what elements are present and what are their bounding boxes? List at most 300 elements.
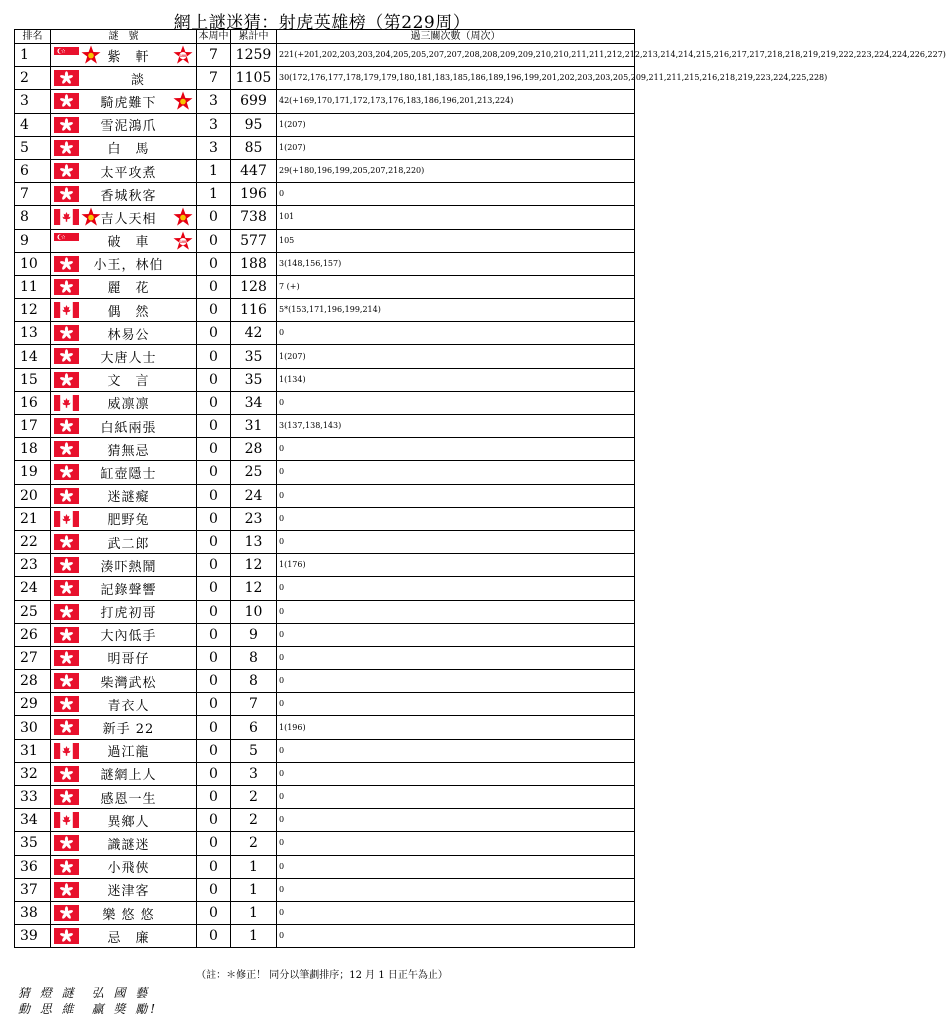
name-cell — [51, 461, 197, 484]
svg-text:100: 100 — [179, 239, 187, 244]
total-cell: 35 — [231, 368, 277, 391]
ca-flag-icon — [54, 395, 79, 411]
history-cell: 0 — [277, 646, 635, 669]
solver-name: 樂 悠 悠 — [102, 907, 155, 923]
history-cell: 0 — [277, 878, 635, 901]
header-history: 過三關次數（周次） — [277, 30, 635, 44]
solver-name: 威凛凛 — [107, 397, 150, 413]
name-cell — [51, 809, 197, 832]
name-cell — [51, 229, 197, 252]
week-cell: 0 — [197, 925, 231, 948]
rank-cell: 11 — [15, 275, 51, 298]
solver-name: 忌 廉 — [107, 930, 150, 946]
rank-cell: 18 — [15, 438, 51, 461]
solver-name: 謎網上人 — [100, 768, 157, 784]
name-cell — [51, 693, 197, 716]
slogan — [18, 985, 158, 1017]
rank-cell: 25 — [15, 600, 51, 623]
hk-flag-icon — [54, 534, 79, 550]
history-cell: 0 — [277, 809, 635, 832]
solver-name: 香城秋客 — [100, 188, 157, 204]
table-row — [15, 693, 635, 716]
table-row — [15, 275, 635, 298]
hk-flag-icon — [54, 604, 79, 620]
table-row — [15, 136, 635, 159]
rank-cell: 3 — [15, 90, 51, 113]
history-cell: 1(134) — [277, 368, 635, 391]
hk-flag-icon — [54, 673, 79, 689]
name-cell — [51, 878, 197, 901]
name-cell — [51, 739, 197, 762]
table-row — [15, 554, 635, 577]
table-row — [15, 299, 635, 322]
history-cell: 0 — [277, 670, 635, 693]
name-cell — [51, 322, 197, 345]
solver-name: 明哥仔 — [107, 652, 150, 668]
ranking-table — [14, 29, 946, 948]
rank-cell: 27 — [15, 646, 51, 669]
name-cell — [51, 183, 197, 206]
history-cell: 0 — [277, 600, 635, 623]
week-cell: 0 — [197, 206, 231, 229]
total-cell: 34 — [231, 391, 277, 414]
rank-cell: 16 — [15, 391, 51, 414]
solver-name: 新手 22 — [102, 722, 155, 738]
name-cell — [51, 252, 197, 275]
hk-flag-icon — [54, 928, 79, 944]
name-cell — [51, 646, 197, 669]
history-cell: 0 — [277, 786, 635, 809]
history-cell: 1(207) — [277, 345, 635, 368]
rank-cell: 31 — [15, 739, 51, 762]
rank-cell: 20 — [15, 484, 51, 507]
name-cell — [51, 67, 197, 90]
name-cell — [51, 786, 197, 809]
name-cell — [51, 670, 197, 693]
name-cell — [51, 855, 197, 878]
week-cell: 0 — [197, 461, 231, 484]
solver-name: 白紙兩張 — [100, 420, 157, 436]
header-total: 累計中 — [231, 30, 277, 44]
total-cell: 8 — [231, 646, 277, 669]
total-cell: 12 — [231, 554, 277, 577]
table-row — [15, 229, 635, 252]
table-row — [15, 901, 635, 924]
hk-flag-icon — [54, 372, 79, 388]
week-cell: 0 — [197, 762, 231, 785]
total-cell: 447 — [231, 159, 277, 182]
name-cell — [51, 206, 197, 229]
hk-flag-icon — [54, 279, 79, 295]
rank-cell: 9 — [15, 229, 51, 252]
table-row — [15, 623, 635, 646]
total-cell: 5 — [231, 739, 277, 762]
history-cell: 0 — [277, 183, 635, 206]
solver-name: 吉人天相 — [100, 211, 157, 227]
table-row — [15, 786, 635, 809]
history-cell: 0 — [277, 438, 635, 461]
history-cell: 0 — [277, 507, 635, 530]
week-cell: 0 — [197, 577, 231, 600]
name-cell — [51, 716, 197, 739]
total-cell: 2 — [231, 832, 277, 855]
week-cell: 0 — [197, 438, 231, 461]
total-cell: 13 — [231, 530, 277, 553]
table-row — [15, 461, 635, 484]
total-cell: 35 — [231, 345, 277, 368]
total-cell: 8 — [231, 670, 277, 693]
table-row — [15, 391, 635, 414]
star-badge-icon — [173, 91, 193, 111]
total-cell: 31 — [231, 415, 277, 438]
week-cell: 0 — [197, 275, 231, 298]
table-row — [15, 739, 635, 762]
name-cell — [51, 507, 197, 530]
table-row — [15, 577, 635, 600]
history-cell: 0 — [277, 391, 635, 414]
history-cell: 5*(153,171,196,199,214) — [277, 299, 635, 322]
history-cell: 3(148,156,157) — [277, 252, 635, 275]
week-cell: 0 — [197, 299, 231, 322]
name-cell — [51, 415, 197, 438]
name-cell — [51, 44, 197, 67]
rank-cell: 32 — [15, 762, 51, 785]
ca-flag-icon — [54, 302, 79, 318]
solver-name: 識謎迷 — [107, 837, 150, 853]
hk-flag-icon — [54, 905, 79, 921]
week-cell: 0 — [197, 809, 231, 832]
history-cell: 0 — [277, 322, 635, 345]
week-cell: 0 — [197, 878, 231, 901]
history-cell: 42(+169,170,171,172,173,176,183,186,196,201,213,224) — [277, 90, 635, 113]
hk-flag-icon — [54, 348, 79, 364]
hk-flag-icon — [54, 256, 79, 272]
history-cell: 29(+180,196,199,205,207,218,220) — [277, 159, 635, 182]
hk-flag-icon — [54, 117, 79, 133]
history-cell: 0 — [277, 530, 635, 553]
week-cell: 0 — [197, 368, 231, 391]
name-cell — [51, 554, 197, 577]
hk-flag-icon — [54, 789, 79, 805]
history-cell: 0 — [277, 762, 635, 785]
star-badge-icon — [81, 45, 101, 65]
week-cell: 0 — [197, 391, 231, 414]
week-cell: 0 — [197, 415, 231, 438]
history-cell: 105 — [277, 229, 635, 252]
history-cell: 0 — [277, 577, 635, 600]
rank-cell: 4 — [15, 113, 51, 136]
hk-flag-icon — [54, 882, 79, 898]
hk-flag-icon — [54, 93, 79, 109]
week-cell: 0 — [197, 229, 231, 252]
total-cell: 188 — [231, 252, 277, 275]
ca-flag-icon — [54, 209, 79, 225]
week-cell: 3 — [197, 136, 231, 159]
solver-name: 柴灣武松 — [100, 675, 157, 691]
table-row — [15, 159, 635, 182]
solver-name: 談 — [111, 72, 146, 88]
solver-name: 小飛俠 — [107, 861, 150, 877]
history-cell: 101 — [277, 206, 635, 229]
total-cell: 1 — [231, 901, 277, 924]
hk-flag-icon — [54, 696, 79, 712]
table-row — [15, 484, 635, 507]
name-cell — [51, 159, 197, 182]
rank-cell: 22 — [15, 530, 51, 553]
total-cell: 1 — [231, 925, 277, 948]
total-cell: 738 — [231, 206, 277, 229]
hk-flag-icon — [54, 163, 79, 179]
solver-name: 武二郎 — [107, 536, 150, 552]
total-cell: 2 — [231, 786, 277, 809]
history-cell: 0 — [277, 739, 635, 762]
rank-cell: 10 — [15, 252, 51, 275]
header-week: 本周中 — [198, 31, 229, 42]
rank-cell: 24 — [15, 577, 51, 600]
hk-flag-icon — [54, 650, 79, 666]
history-cell: 1(196) — [277, 716, 635, 739]
solver-name: 雪泥鴻爪 — [100, 119, 157, 135]
table-row — [15, 878, 635, 901]
total-cell: 1 — [231, 855, 277, 878]
week-cell: 0 — [197, 786, 231, 809]
hk-flag-icon — [54, 418, 79, 434]
week-cell: 7 — [197, 67, 231, 90]
rank-cell: 36 — [15, 855, 51, 878]
hk-flag-icon — [54, 441, 79, 457]
total-cell: 85 — [231, 136, 277, 159]
solver-name: 白 馬 — [107, 142, 150, 158]
table-row — [15, 670, 635, 693]
hk-flag-icon — [54, 186, 79, 202]
rank-cell: 14 — [15, 345, 51, 368]
solver-name: 缸壺隱士 — [100, 466, 157, 482]
rank-cell: 8 — [15, 206, 51, 229]
hk-flag-icon — [54, 488, 79, 504]
total-cell: 9 — [231, 623, 277, 646]
solver-name: 小王，林伯 — [93, 258, 164, 274]
total-cell: 1 — [231, 878, 277, 901]
table-row — [15, 438, 635, 461]
sg-flag-icon — [54, 233, 79, 249]
week-cell: 3 — [197, 90, 231, 113]
total-cell: 699 — [231, 90, 277, 113]
total-cell: 10 — [231, 600, 277, 623]
hk-flag-icon — [54, 140, 79, 156]
week-cell: 0 — [197, 554, 231, 577]
solver-name: 記錄聲響 — [100, 582, 157, 598]
history-cell: 0 — [277, 901, 635, 924]
total-cell: 3 — [231, 762, 277, 785]
history-cell: 30(172,176,177,178,179,179,180,181,183,185,186,189,196,199,201,202,203,203,205,209,211,211,215,216,218,219,223,224,225,228) — [277, 67, 635, 90]
history-cell: 0 — [277, 832, 635, 855]
solver-name: 迷津客 — [107, 884, 150, 900]
ca-flag-icon — [54, 511, 79, 527]
rank-cell: 34 — [15, 809, 51, 832]
name-cell — [51, 623, 197, 646]
ca-flag-icon — [54, 812, 79, 828]
total-cell: 196 — [231, 183, 277, 206]
name-cell — [51, 484, 197, 507]
name-cell — [51, 832, 197, 855]
slogan-line: 動 思 維 贏 獎 勵! — [18, 1002, 159, 1016]
svg-text:100: 100 — [179, 54, 187, 58]
name-cell — [51, 90, 197, 113]
solver-name: 湊吓熱鬧 — [100, 559, 157, 575]
hk-flag-icon — [54, 835, 79, 851]
history-cell: 1(176) — [277, 554, 635, 577]
history-cell: 0 — [277, 461, 635, 484]
table-header-row — [15, 30, 635, 44]
history-cell: 0 — [277, 693, 635, 716]
rank-cell: 38 — [15, 901, 51, 924]
total-cell: 24 — [231, 484, 277, 507]
table-row — [15, 322, 635, 345]
solver-name: 偶 然 — [107, 304, 150, 320]
rank-cell: 12 — [15, 299, 51, 322]
total-cell: 25 — [231, 461, 277, 484]
hundred-badge-icon — [173, 45, 193, 65]
sg-flag-icon — [54, 47, 79, 63]
total-cell: 577 — [231, 229, 277, 252]
name-cell — [51, 600, 197, 623]
name-cell — [51, 113, 197, 136]
solver-name: 大唐人士 — [100, 351, 157, 367]
rank-cell: 33 — [15, 786, 51, 809]
rank-cell: 2 — [15, 67, 51, 90]
week-cell: 1 — [197, 183, 231, 206]
hk-flag-icon — [54, 719, 79, 735]
rank-cell: 39 — [15, 925, 51, 948]
hk-flag-icon — [54, 580, 79, 596]
week-cell: 0 — [197, 322, 231, 345]
rank-cell: 35 — [15, 832, 51, 855]
week-cell: 3 — [197, 113, 231, 136]
total-cell: 7 — [231, 693, 277, 716]
history-cell: 7 (+) — [277, 275, 635, 298]
history-cell: 1(207) — [277, 113, 635, 136]
table-row — [15, 113, 635, 136]
total-cell: 128 — [231, 275, 277, 298]
week-cell: 0 — [197, 484, 231, 507]
footnote: （註：＊修正！ 同分以筆劃排序；12 月 1 日正午為止） — [196, 970, 448, 981]
hk-flag-icon — [54, 557, 79, 573]
solver-name: 肥野兔 — [107, 513, 150, 529]
header-rank: 排名 — [15, 30, 51, 44]
solver-name: 麗 花 — [107, 281, 150, 297]
history-cell: 0 — [277, 484, 635, 507]
table-row — [15, 415, 635, 438]
rank-cell: 26 — [15, 623, 51, 646]
slogan-line: 猜 燈 謎 弘 國 藝 — [18, 986, 151, 1000]
table-row — [15, 762, 635, 785]
history-cell: 0 — [277, 623, 635, 646]
history-cell: 221(+201,202,203,203,204,205,205,207,207,208,208,209,209,210,210,211,211,212,212,213,214,214,215,216,217,217,218,218,219,219,222,223,224,224,226,227) — [277, 44, 635, 67]
name-cell — [51, 530, 197, 553]
rank-cell: 7 — [15, 183, 51, 206]
name-cell — [51, 299, 197, 322]
total-cell: 95 — [231, 113, 277, 136]
week-cell: 0 — [197, 623, 231, 646]
week-cell: 0 — [197, 855, 231, 878]
solver-name: 太平攻煮 — [100, 165, 157, 181]
name-cell — [51, 925, 197, 948]
total-cell: 116 — [231, 299, 277, 322]
table-row — [15, 368, 635, 391]
week-cell: 7 — [197, 44, 231, 67]
week-cell: 0 — [197, 252, 231, 275]
name-cell — [51, 391, 197, 414]
name-cell — [51, 136, 197, 159]
solver-name: 紫 軒 — [107, 49, 150, 65]
history-cell: 1(207) — [277, 136, 635, 159]
total-cell: 2 — [231, 809, 277, 832]
week-cell: 1 — [197, 159, 231, 182]
rank-cell: 6 — [15, 159, 51, 182]
table-row — [15, 925, 635, 948]
rank-cell: 13 — [15, 322, 51, 345]
week-cell: 0 — [197, 530, 231, 553]
table-row — [15, 600, 635, 623]
name-cell — [51, 438, 197, 461]
week-cell: 0 — [197, 646, 231, 669]
table-row — [15, 345, 635, 368]
hk-flag-icon — [54, 859, 79, 875]
solver-name: 異鄉人 — [107, 814, 150, 830]
ca-flag-icon — [54, 743, 79, 759]
star-badge-icon — [81, 207, 101, 227]
total-cell: 1259 — [231, 44, 277, 67]
rank-cell: 23 — [15, 554, 51, 577]
solver-name: 大內低手 — [100, 629, 157, 645]
name-cell — [51, 577, 197, 600]
total-cell: 1105 — [231, 67, 277, 90]
table-row — [15, 855, 635, 878]
table-row — [15, 646, 635, 669]
solver-name: 騎虎難下 — [100, 95, 157, 111]
solver-name: 猜無忌 — [107, 443, 150, 459]
hk-flag-icon — [54, 627, 79, 643]
hundred-badge-icon — [173, 231, 193, 251]
table-row — [15, 252, 635, 275]
week-cell: 0 — [197, 832, 231, 855]
total-cell: 28 — [231, 438, 277, 461]
hk-flag-icon — [54, 464, 79, 480]
table-row — [15, 832, 635, 855]
total-cell: 12 — [231, 577, 277, 600]
rank-cell: 37 — [15, 878, 51, 901]
name-cell — [51, 368, 197, 391]
week-cell: 0 — [197, 739, 231, 762]
name-cell — [51, 345, 197, 368]
page-title: 網上謎迷猜：射虎英雄榜（第229周） — [173, 13, 471, 33]
rank-cell: 1 — [15, 44, 51, 67]
header-name: 謎 號 — [51, 30, 197, 44]
solver-name: 迷謎癡 — [107, 490, 150, 506]
solver-name: 破 車 — [107, 235, 150, 251]
week-cell: 0 — [197, 716, 231, 739]
week-cell: 0 — [197, 670, 231, 693]
total-cell: 42 — [231, 322, 277, 345]
rank-cell: 29 — [15, 693, 51, 716]
week-cell: 0 — [197, 901, 231, 924]
history-cell: 3(137,138,143) — [277, 415, 635, 438]
star-badge-icon — [173, 207, 193, 227]
history-cell: 0 — [277, 855, 635, 878]
rank-cell: 19 — [15, 461, 51, 484]
hk-flag-icon — [54, 70, 79, 86]
table-row — [15, 44, 635, 67]
